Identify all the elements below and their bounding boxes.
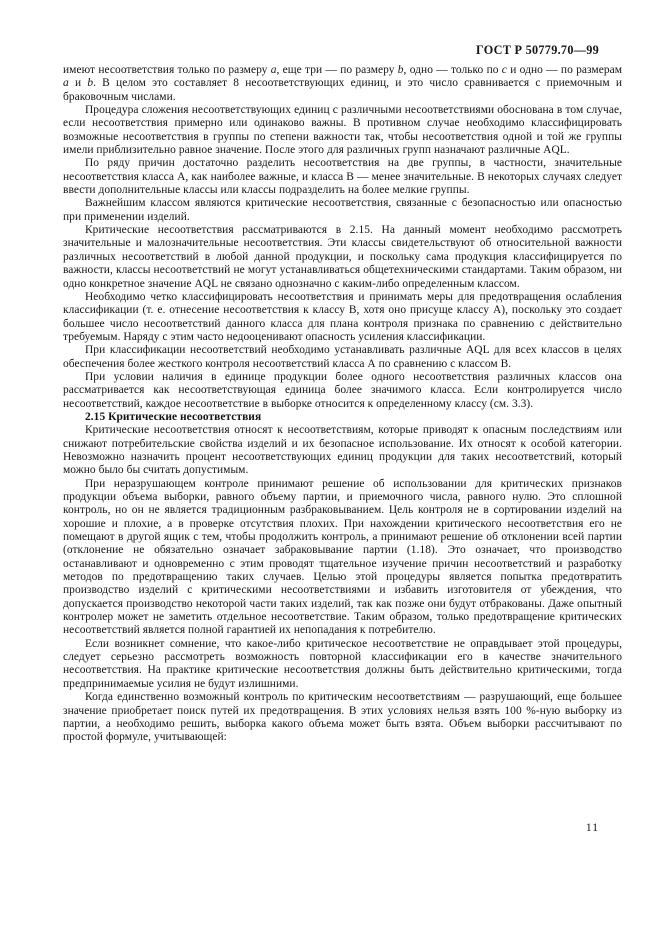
text-run: , одно — только по [403, 64, 502, 76]
paragraph [63, 104, 622, 157]
text-run: При условии наличия в единице продукции более одного несоответствия различных классов она рассматривается как несоответствующая единица более значимого класса. Если контролируется число несоответствий, каждое несоответствие в выборке относится к определенному классу (см. 3.3). [63, 370, 622, 410]
paragraph [63, 64, 622, 104]
text-run: Если возникнет сомнение, что какое-либо критическое несоответствие не оправдывает этой процедуры, следует серьезно рассмотреть возможность повторной классификации его в качестве значительного несоответствия. На практике критические несоответствия должны быть действительно критическими, тогда предпринимаемые усилия не будут излишними. [63, 637, 622, 690]
text-run: . В целом это составляет 8 несоответствующих единиц, и это число сравнивается с приемочным и браковочным числами. [63, 77, 622, 103]
text-run: Процедура сложения несоответствующих единиц с различными несоответствиями обоснована в том случае, если несоответствия примерно или одинаково важны. В противном случае необходимо классифицировать возможные несоответствия в группы по степени важности так, чтобы несоответствия одной и той же группы имели приблизительно равное значение. После этого для различных групп назначают различные AQL. [63, 104, 622, 157]
text-run: Критические несоответствия относят к несоответствиям, которые приводят к опасным последствиям или снижают потребительские свойства изделий и их безопасное использование. Их относят к особой категории. Невозможно назначить процент несоответствующих единиц продукции для таких несоответствий, который можно было бы считать допустимым. [63, 424, 622, 477]
paragraph [63, 344, 622, 371]
document-body [63, 64, 622, 745]
text-run: Критические несоответствия рассматриваются в 2.15. На данный момент необходимо рассмотреть значительные и малозначительные несоответствия. Эти классы свидетельствуют об относительной важности различных несоответствий в любой данной продукции, и поскольку сама продукция классифицируется по важности, классы несоответствий не могут устанавливаться общетехническими стандартами. Таким образом, ни одно конкретное значение AQL не связано однозначно с каким-либо определенным классом. [63, 224, 622, 290]
section-heading [63, 411, 622, 424]
page-footer [586, 822, 599, 834]
paragraph [63, 638, 622, 691]
text-run: Необходимо четко классифицировать несоответствия и принимать меры для предотвращения ослабления классификации (т. е. отнесение несоответствия к классу В, хотя оно присуще классу А), поскольку это создает большее число несоответствий данного класса для плана контроля признака по сравнению с действительно требуемым. Наряду с этим часто недооценивают опасность усиления классификации. [63, 290, 622, 343]
paragraph [63, 157, 622, 197]
paragraph [63, 291, 622, 344]
paragraph [63, 478, 622, 638]
paragraph [63, 424, 622, 477]
running-header [476, 43, 599, 58]
text-run: b [87, 77, 94, 90]
paragraph [63, 197, 622, 224]
text-run: a [270, 64, 277, 76]
text-run: a [63, 77, 69, 90]
text-run: При неразрушающем контроле принимают решение об использовании для критических признаков продукции объема выборки, равного объему партии, и приемочного числа, равного нулю. Это сплошной контроль, но он не является традиционным разбраковыванием. Цель контроля не в сортировании изделий на хорошие и плохие, а в проверке отсутствия плохих. При нахождении критического несоответствия его не помещают в другой ящик с тем, чтобы продолжить контроль, а принимают решение об отклонении всей партии (отклонение не обязательно означает забраковывание партии (1.18). Это означает, что производство останавливают и одновременно с этим проводят тщательное изучение причин несоответствий и разработку методов по предотвращению таких случаев. Целью этой процедуры является попытка предотвратить производство изделий с критическими несоответствиями и избавить изготовителя от убеждения, что допускается производство некоторой части таких изделий, так как позже они будут отбракованы. Даже опытный контролер может не заметить отдельное несоответствие. Таким образом, только предотвращение критических несоответствий является полной гарантией их непопадания к потребителю. [63, 477, 622, 637]
page-number: 11 [585, 822, 599, 834]
text-run: При классификации несоответствий необходимо устанавливать различные AQL для всех классов в целях обеспечения более жесткого контроля несоответствий класса А по сравнению с классом В. [63, 344, 622, 370]
text-run: Важнейшим классом являются критические несоответствия, связанные с безопасностью или опасностью при применении изделий. [63, 197, 622, 223]
text-run: 2.15 Критические несоответствия [85, 410, 262, 423]
text-run: b [397, 64, 404, 76]
text-run: c [501, 64, 507, 76]
doc-number: ГОСТ Р 50779.70—99 [475, 43, 599, 57]
text-run: и [68, 77, 88, 90]
text-run: Когда единственно возможный контроль по критическим несоответствиям — разрушающий, еще большее значение приобретает поиск путей их предотвращения. В этих условиях нельзя взять 100 %-ную выборку из партии, а необходимо решить, выборка какого объема может быть взята. Объем выборки рассчитывают по простой формуле, учитывающей: [63, 691, 622, 744]
text-run: имеют несоответствия только по размеру [63, 64, 271, 76]
text-run: и одно — по размерам [506, 64, 622, 76]
paragraph [63, 691, 622, 744]
paragraph [63, 371, 622, 411]
paragraph [63, 224, 622, 291]
text-run: , еще три — по размеру [276, 64, 398, 76]
text-run: По ряду причин достаточно разделить несоответствия на две группы, в частности, значительные несоответствия класса А, как наиболее важные, и класса В — менее значительные. В некоторых случаях следует ввести дополнительные классы или классы подразделить на более мелкие группы. [63, 157, 622, 197]
